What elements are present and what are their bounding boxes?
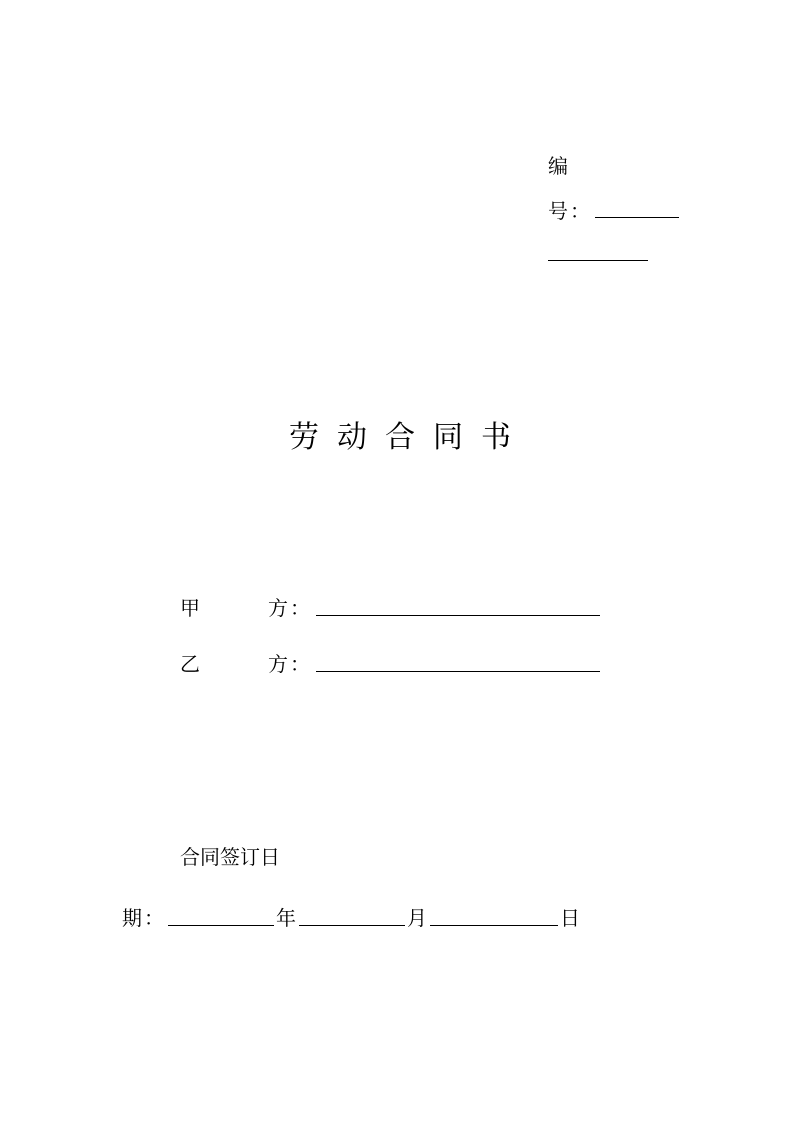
signing-date-colon: ： [144, 906, 164, 930]
signing-year-blank-line[interactable] [168, 925, 274, 926]
party-b-char-1: 乙 [180, 652, 200, 676]
party-a-blank-line[interactable] [316, 615, 600, 616]
party-b-colon: ： [290, 652, 310, 676]
signing-date-label-line-1: 合同签订日 [180, 845, 280, 869]
serial-number-blank-line-1[interactable] [595, 217, 679, 218]
party-a-char-2: 方 [268, 596, 288, 620]
party-b-char-2: 方 [268, 652, 288, 676]
serial-colon: ： [570, 199, 590, 223]
party-a-colon: ： [290, 596, 310, 620]
serial-label-char-1: 编 [548, 154, 568, 178]
signing-month-blank-line[interactable] [299, 925, 405, 926]
party-a-char-1: 甲 [180, 596, 200, 620]
signing-day-label: 日 [560, 906, 580, 930]
party-b-blank-line[interactable] [316, 671, 600, 672]
signing-day-blank-line[interactable] [430, 925, 558, 926]
serial-number-blank-line-2[interactable] [548, 260, 648, 261]
serial-label-char-2: 号 [548, 199, 568, 223]
signing-date-label-line-2: 期 [122, 906, 142, 930]
signing-year-label: 年 [276, 906, 296, 930]
signing-month-label: 月 [407, 906, 427, 930]
page-title: 劳动合同书 [289, 420, 529, 455]
